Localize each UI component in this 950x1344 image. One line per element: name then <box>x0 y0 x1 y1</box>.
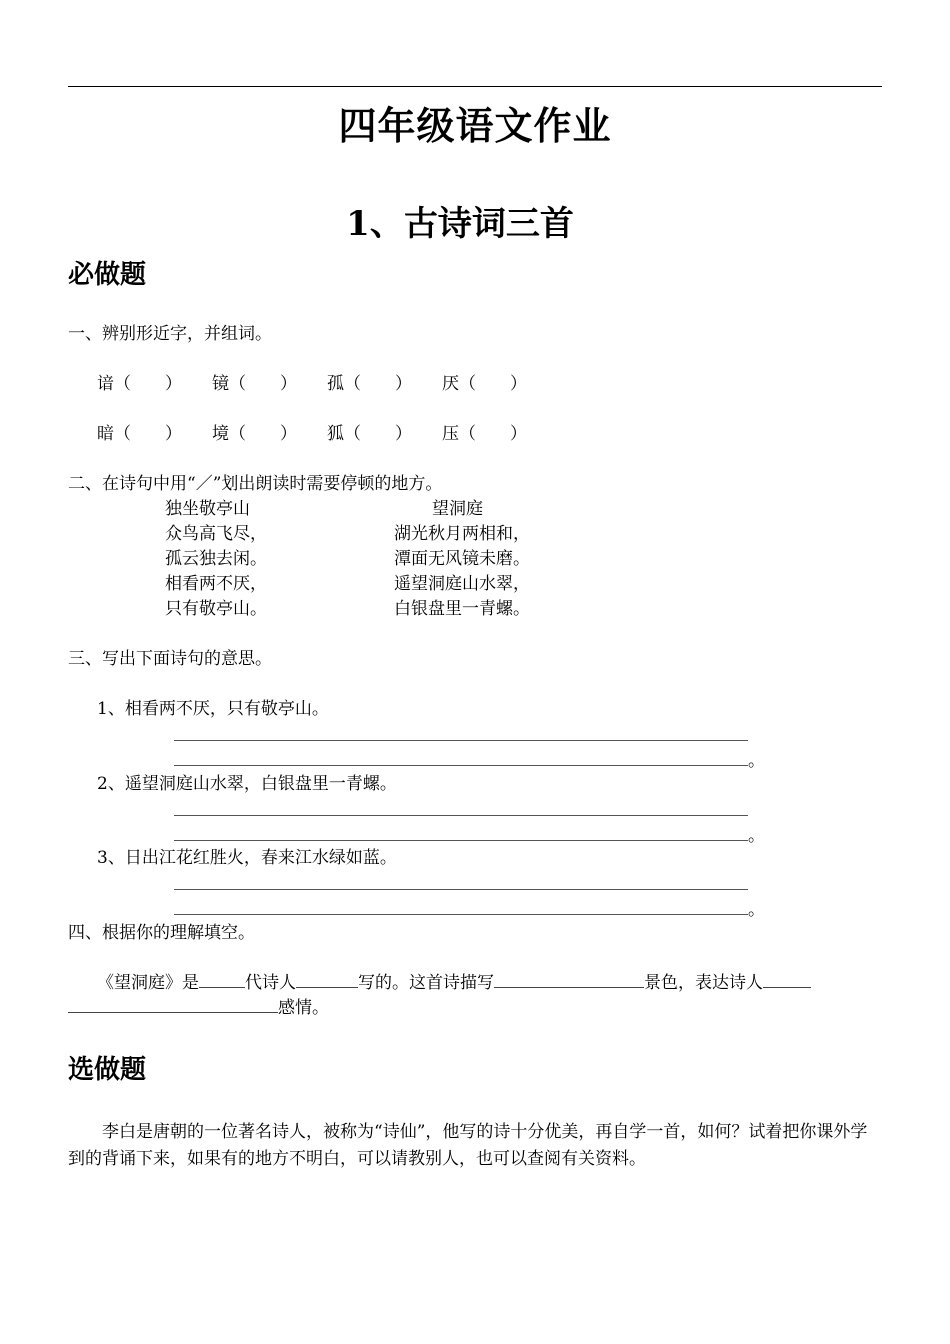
fill-blank[interactable] <box>763 971 811 988</box>
q4-text: 写的。这首诗描写 <box>358 973 494 993</box>
q4-text: 《望洞庭》是 <box>97 973 199 993</box>
optional-section-heading: 选做题 <box>68 1055 147 1085</box>
answer-line <box>174 914 748 915</box>
header-rule <box>68 86 882 87</box>
q1-item: 压（ ） <box>442 424 527 444</box>
q1-item: 暗（ ） <box>97 424 182 444</box>
fill-blank[interactable] <box>296 971 358 988</box>
lesson-title: 1、古诗词三首 <box>346 204 574 244</box>
poem1-line: 相看两不厌， <box>165 574 267 594</box>
poem2-line: 遥望洞庭山水翠， <box>394 574 530 594</box>
q1-item: 孤（ ） <box>327 374 412 394</box>
poem1-title: 独坐敬亭山 <box>165 499 250 519</box>
q1-item: 境（ ） <box>212 424 297 444</box>
poem2-line: 湖光秋月两相和， <box>394 524 530 544</box>
q4-text: 景色，表达诗人 <box>644 973 763 993</box>
q4-text: 感情。 <box>278 998 329 1018</box>
optional-paragraph: 李白是唐朝的一位著名诗人，被称为“诗仙”，他写的诗十分优美，再自学一首，如何？试着把你课外学到的背诵下来，如果有的地方不明白，可以请教别人，也可以查阅有关资料。 <box>68 1122 868 1169</box>
fill-blank[interactable] <box>68 996 278 1013</box>
required-section-heading: 必做题 <box>68 260 147 290</box>
q1-item: 厌（ ） <box>442 374 527 394</box>
q3-item: 3、日出江花红胜火，春来江水绿如蓝。 <box>97 848 397 868</box>
poem1-line: 只有敬亭山。 <box>165 599 267 619</box>
poem2-title: 望洞庭 <box>432 499 483 519</box>
end-mark: 。 <box>748 751 765 771</box>
poem1-line: 众鸟高飞尽， <box>165 524 267 544</box>
end-mark: 。 <box>748 826 765 846</box>
fill-blank[interactable] <box>199 971 245 988</box>
q2-heading: 二、在诗句中用“／”划出朗读时需要停顿的地方。 <box>68 474 443 494</box>
end-mark: 。 <box>748 900 765 920</box>
poem2-line: 潭面无风镜未磨。 <box>394 549 530 569</box>
q3-item: 1、相看两不厌，只有敬亭山。 <box>97 699 329 719</box>
answer-line <box>174 815 748 816</box>
q4-heading: 四、根据你的理解填空。 <box>68 923 255 943</box>
q4-fill-line <box>97 971 811 994</box>
fill-blank[interactable] <box>494 971 644 988</box>
q3-heading: 三、写出下面诗句的意思。 <box>68 649 272 669</box>
q1-item: 镜（ ） <box>212 374 297 394</box>
q1-heading: 一、辨别形近字，并组词。 <box>68 324 272 344</box>
q4-fill-line-2 <box>68 996 329 1019</box>
answer-line <box>174 765 748 766</box>
q3-item: 2、遥望洞庭山水翠，白银盘里一青螺。 <box>97 774 397 794</box>
poem1-line: 孤云独去闲。 <box>165 549 267 569</box>
q1-item: 狐（ ） <box>327 424 412 444</box>
answer-line <box>174 740 748 741</box>
poem2-line: 白银盘里一青螺。 <box>394 599 530 619</box>
answer-line <box>174 889 748 890</box>
answer-line <box>174 840 748 841</box>
q4-text: 代诗人 <box>245 973 296 993</box>
page-title: 四年级语文作业 <box>338 103 612 148</box>
q1-item: 谙（ ） <box>97 374 182 394</box>
